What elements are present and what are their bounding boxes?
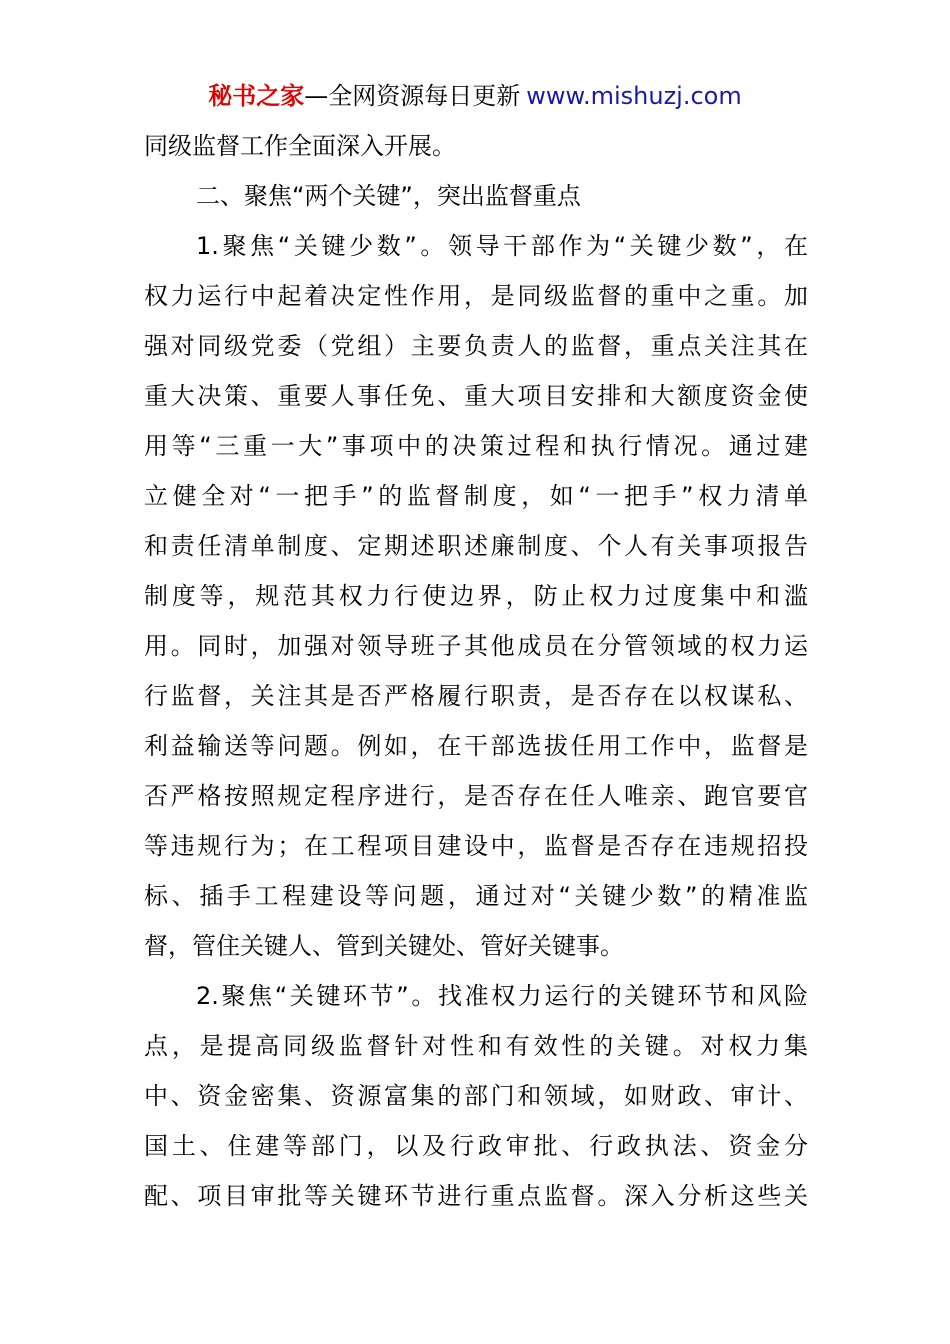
text-line: 中、资金密集、资源富集的部门和领域，如财政、审计、	[144, 1082, 808, 1110]
paragraph-start: 1.聚焦“关键少数”。领导干部作为“关键少数”，在	[196, 232, 808, 260]
text-line: 强对同级党委（党组）主要负责人的监督，重点关注其在	[144, 332, 808, 360]
text-line: 重大决策、重要人事任免、重大项目安排和大额度资金使	[144, 382, 808, 410]
text-line: 国土、住建等部门，以及行政审批、行政执法、资金分	[144, 1132, 808, 1160]
text-line: 配、项目审批等关键环节进行重点监督。深入分析这些关	[144, 1182, 808, 1210]
text-line: 和责任清单制度、定期述职述廉制度、个人有关事项报告	[144, 532, 808, 560]
text-line: 用等“三重一大”事项中的决策过程和执行情况。通过建	[144, 432, 808, 460]
document-body	[144, 128, 808, 1228]
site-url-link[interactable]: www.mishuzj.com	[526, 82, 742, 110]
text-line: 用。同时，加强对领导班子其他成员在分管领域的权力运	[144, 632, 808, 660]
paragraph-start: 2.聚焦“关键环节”。找准权力运行的关键环节和风险	[196, 982, 808, 1010]
text-line: 立健全对“一把手”的监督制度，如“一把手”权力清单	[144, 482, 808, 510]
text-line: 行监督，关注其是否严格履行职责，是否存在以权谋私、	[144, 682, 808, 710]
page-header	[0, 78, 950, 114]
text-line: 制度等，规范其权力行使边界，防止权力过度集中和滥	[144, 582, 808, 610]
text-line: 同级监督工作全面深入开展。	[144, 132, 456, 160]
brand-name: 秘书之家	[208, 82, 305, 110]
section-heading: 二、聚焦“两个关键”，突出监督重点	[196, 182, 581, 210]
paragraph-end: 督，管住关键人、管到关键处、管好关键事。	[144, 932, 624, 960]
text-line: 标、插手工程建设等问题，通过对“关键少数”的精准监	[144, 882, 808, 910]
text-line: 利益输送等问题。例如，在干部选拔任用工作中，监督是	[144, 732, 808, 760]
text-line: 点，是提高同级监督针对性和有效性的关键。对权力集	[144, 1032, 808, 1060]
header-tagline: —全网资源每日更新	[304, 82, 521, 110]
text-line: 否严格按照规定程序进行，是否存在任人唯亲、跑官要官	[144, 782, 808, 810]
text-line: 等违规行为；在工程项目建设中，监督是否存在违规招投	[144, 832, 808, 860]
text-line: 权力运行中起着决定性作用，是同级监督的重中之重。加	[144, 282, 808, 310]
